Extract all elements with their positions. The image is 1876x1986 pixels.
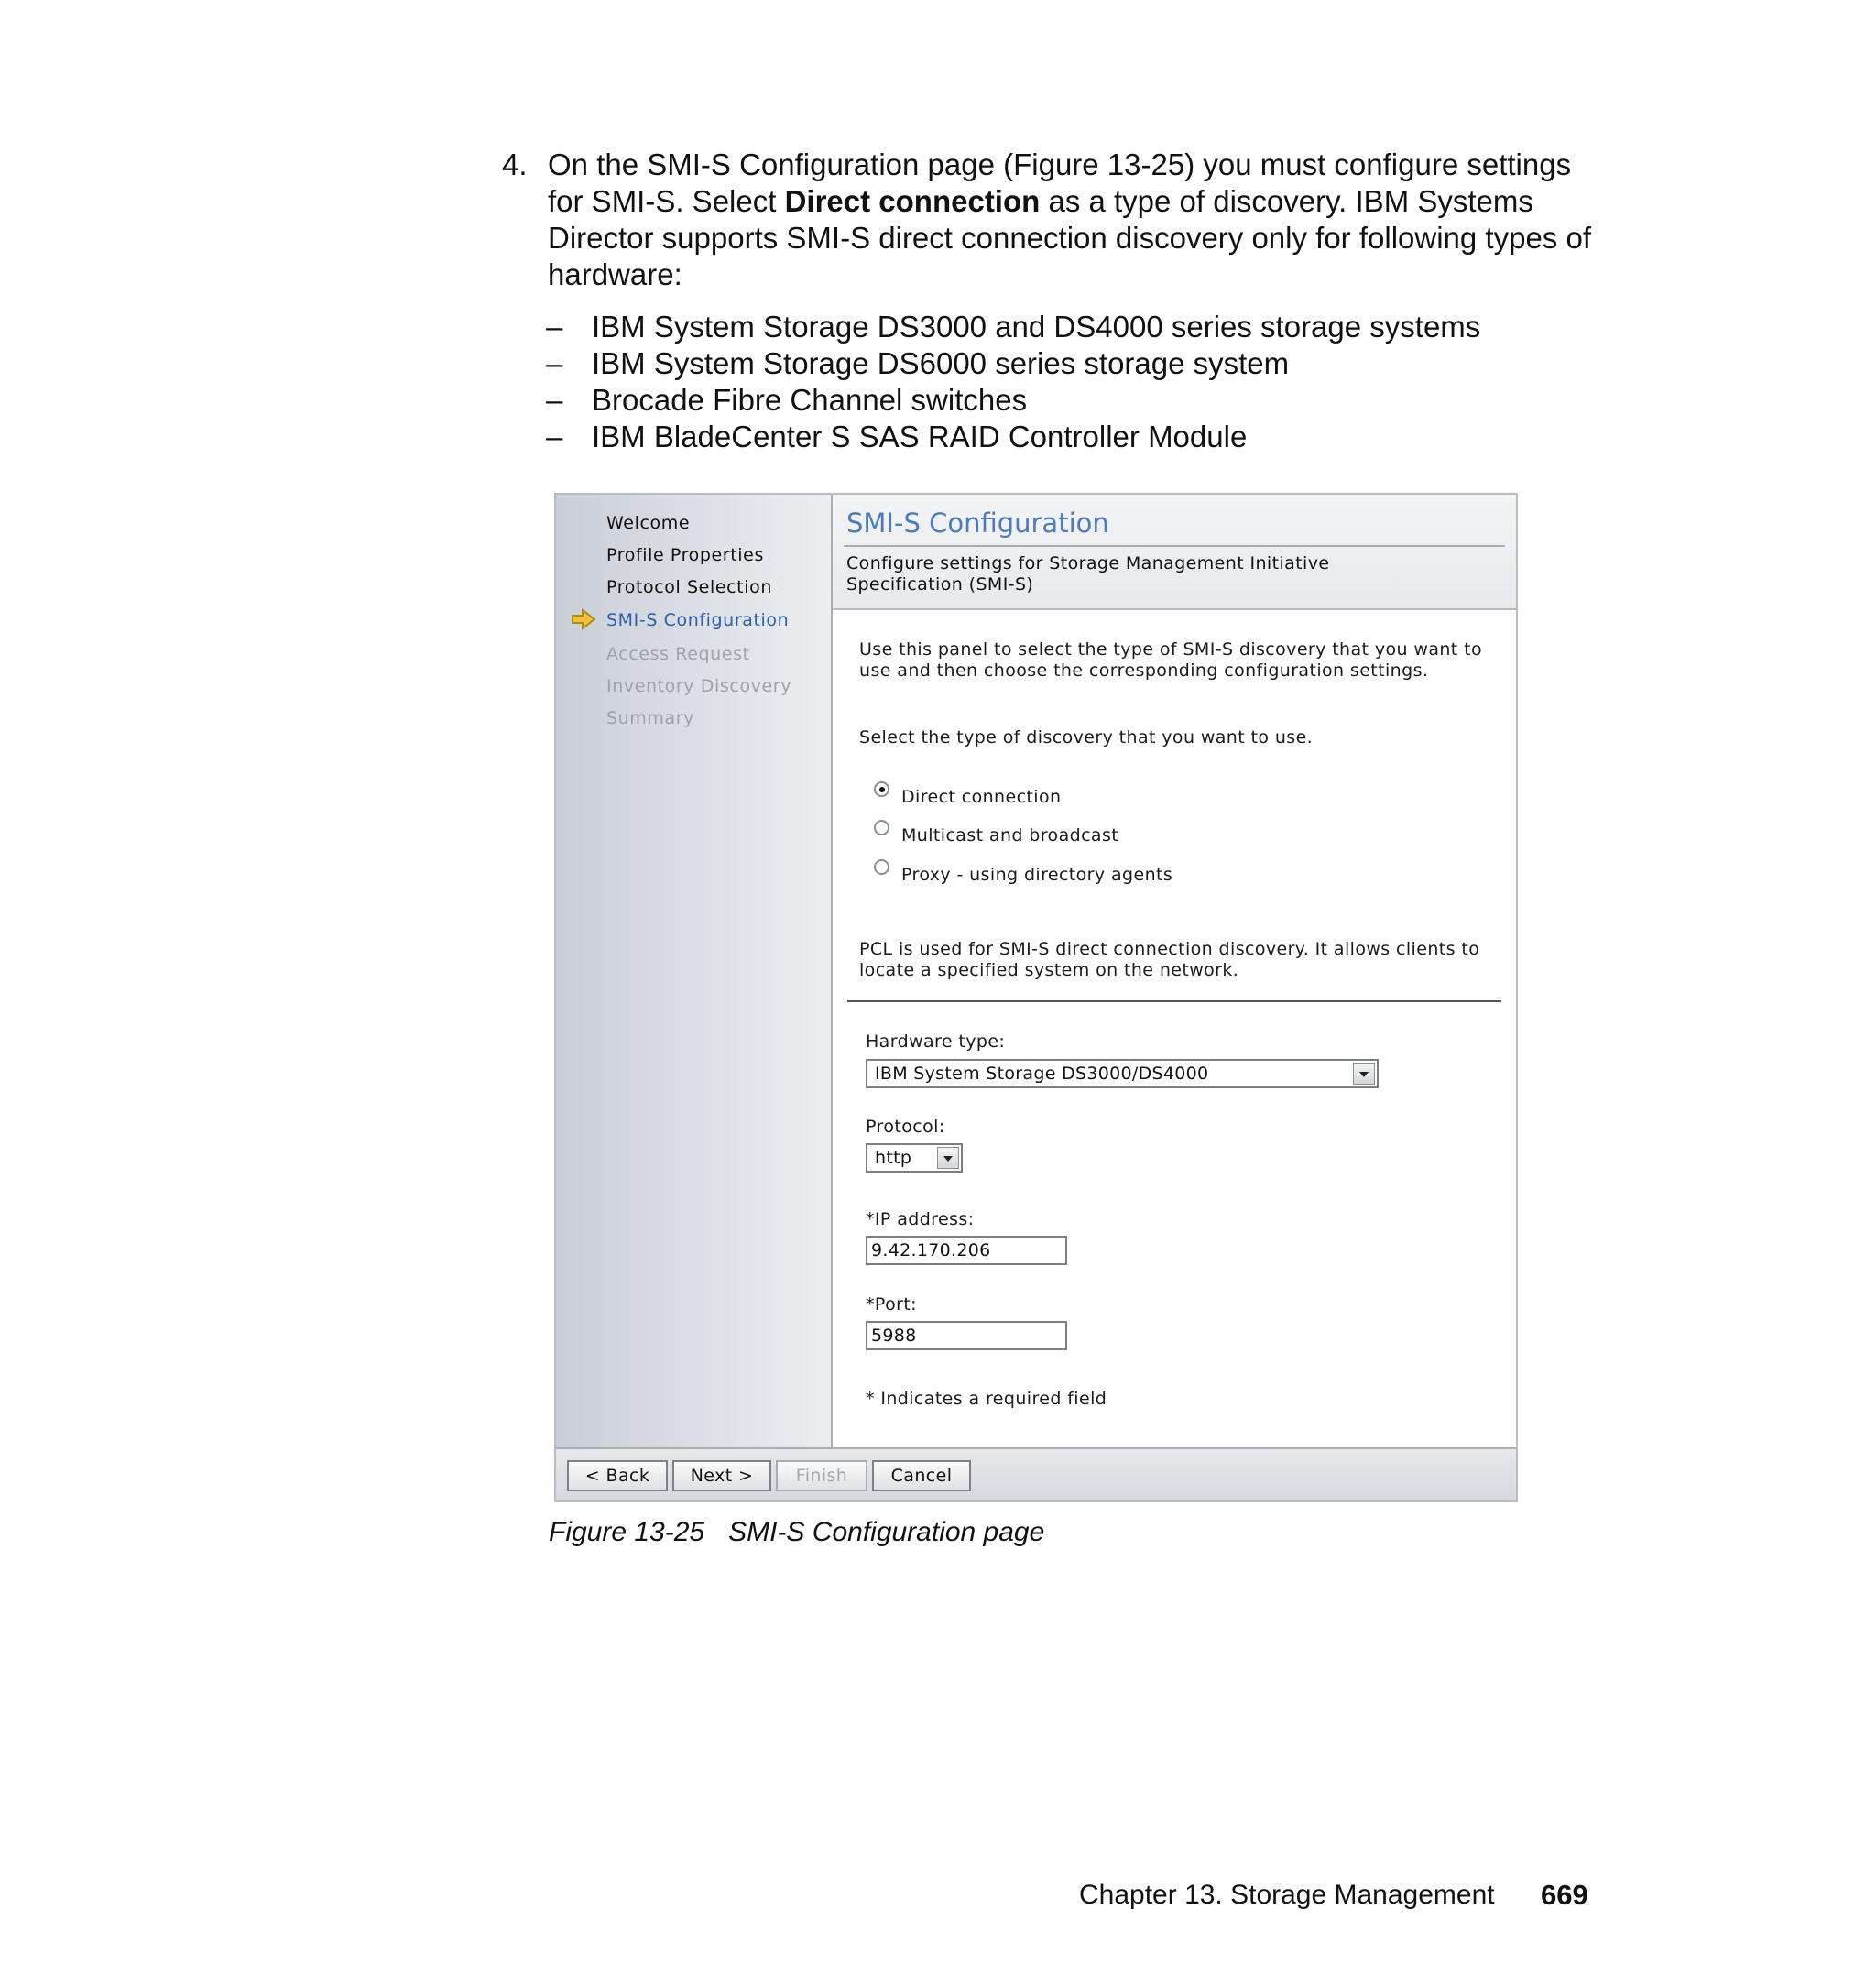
running-footer-chapter: Chapter 13. Storage Management <box>1079 1880 1495 1910</box>
discovery-prompt: Select the type of discovery that you want to use. <box>859 727 1314 747</box>
panel-header <box>833 495 1516 610</box>
radio-button[interactable] <box>874 859 889 875</box>
step-text-after: as a type of discovery. IBM Systems Director supports SMI-S direct connection discovery only for following types of hardware: <box>548 184 1591 291</box>
chevron-down-icon[interactable] <box>1353 1063 1375 1085</box>
title-divider <box>844 545 1505 547</box>
wizard-content <box>833 495 1516 1447</box>
nav-item-protocol-selection[interactable]: Protocol Selection <box>606 577 772 597</box>
port-input[interactable] <box>866 1321 1067 1350</box>
list-dash: – <box>546 383 563 417</box>
list-dash: – <box>546 420 563 453</box>
finish-button: Finish <box>776 1460 867 1491</box>
chevron-down-icon[interactable] <box>937 1147 959 1169</box>
nav-item-smi-s-configuration[interactable]: SMI-S Configuration <box>606 610 790 630</box>
nav-item-welcome[interactable]: Welcome <box>606 513 691 533</box>
hardware-list <box>546 309 1599 455</box>
list-item-text: IBM System Storage DS6000 series storage system <box>592 346 1290 380</box>
radio-label[interactable]: Multicast and broadcast <box>901 825 1119 846</box>
nav-item-access-request: Access Request <box>606 644 750 664</box>
list-item <box>546 419 1599 455</box>
intro-text: Use this panel to select the type of SMI-S discovery that you want to use and then choose the corresponding configuration settings. <box>859 639 1482 681</box>
step-text <box>548 147 1592 293</box>
page-subtitle: Configure settings for Storage Management Initiative Specification (SMI-S) <box>846 553 1330 595</box>
wizard-button-bar <box>556 1447 1516 1500</box>
next-button[interactable]: Next > <box>672 1460 771 1491</box>
figure-title: SMI-S Configuration page <box>728 1517 1045 1547</box>
wizard-window <box>554 493 1518 1502</box>
wizard-nav <box>556 495 833 1447</box>
step-text-before: On the SMI-S Configuration page (Figure 13-25) you must configure settings for SMI-S. Select <box>548 147 1572 218</box>
page-title: SMI-S Configuration <box>846 507 1109 539</box>
port-label: *Port: <box>866 1294 917 1315</box>
list-item <box>546 382 1599 419</box>
current-step-arrow-icon <box>571 608 596 630</box>
nav-item-summary: Summary <box>606 708 695 728</box>
back-button[interactable]: < Back <box>567 1460 668 1491</box>
nav-item-inventory-discovery: Inventory Discovery <box>606 676 792 696</box>
section-divider <box>847 1000 1501 1002</box>
ip-address-input[interactable] <box>866 1236 1067 1265</box>
list-item <box>546 309 1599 345</box>
list-item-text: IBM BladeCenter S SAS RAID Controller Module <box>592 420 1248 453</box>
cancel-button[interactable]: Cancel <box>872 1460 971 1491</box>
step-text-bold: Direct connection <box>784 184 1041 218</box>
step-number: 4. <box>502 147 528 181</box>
step-paragraph <box>502 147 1592 293</box>
radio-label[interactable]: Direct connection <box>901 787 1062 807</box>
hardware-type-label: Hardware type: <box>866 1031 1006 1052</box>
pcl-note: PCL is used for SMI-S direct connection discovery. It allows clients to locate a specified system on the network. <box>859 939 1480 980</box>
hardware-type-value: IBM System Storage DS3000/DS4000 <box>875 1064 1209 1084</box>
list-item-text: IBM System Storage DS3000 and DS4000 series storage systems <box>592 310 1481 344</box>
list-item-text: Brocade Fibre Channel switches <box>592 383 1028 417</box>
hardware-type-select[interactable] <box>866 1059 1379 1088</box>
protocol-value: http <box>875 1148 912 1168</box>
page-number: 669 <box>1541 1879 1588 1911</box>
radio-button[interactable] <box>874 781 889 797</box>
figure-number: Figure 13-25 <box>549 1517 705 1547</box>
ip-address-label: *IP address: <box>866 1209 975 1229</box>
radio-label[interactable]: Proxy - using directory agents <box>901 865 1173 885</box>
list-dash: – <box>546 310 563 344</box>
figure-caption <box>549 1517 1044 1548</box>
nav-item-profile-properties[interactable]: Profile Properties <box>606 545 764 565</box>
radio-button[interactable] <box>874 820 889 835</box>
list-dash: – <box>546 346 563 380</box>
protocol-select[interactable] <box>866 1143 963 1173</box>
list-item <box>546 345 1599 382</box>
required-field-note: * Indicates a required field <box>866 1389 1107 1409</box>
protocol-label: Protocol: <box>866 1117 945 1137</box>
